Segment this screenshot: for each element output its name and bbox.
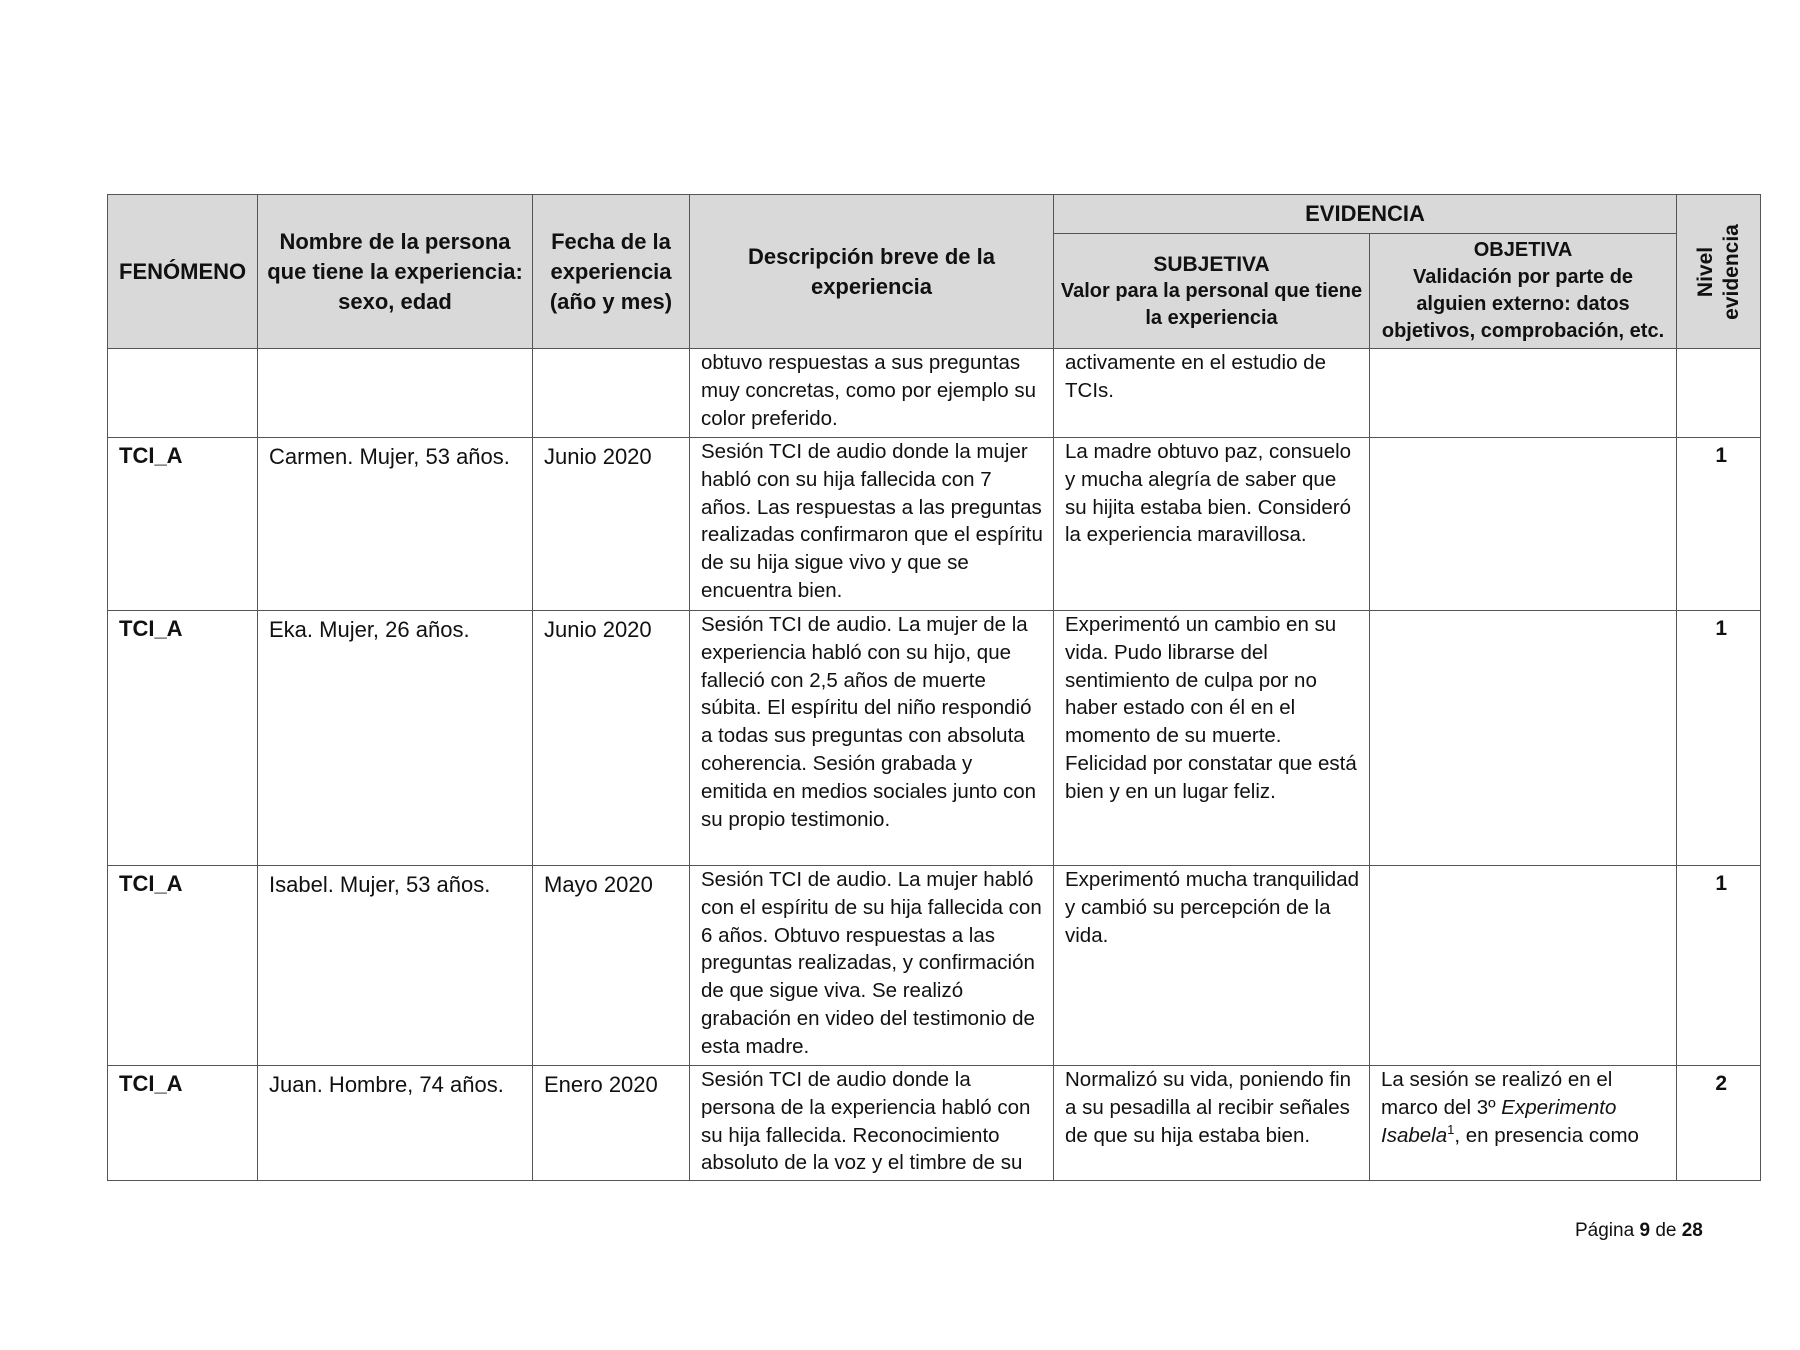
header-objetiva-desc: Validación por parte de alguien externo: datos objetivos, comprobación, etc. <box>1381 266 1665 342</box>
cell-fecha <box>533 349 690 438</box>
table-row <box>108 866 1761 1066</box>
cell-subjetiva: Experimentó un cambio en su vida. Pudo librarse del sentimiento de culpa por no haber estado con él en el momento de su muerte. Felicidad por constatar que está bien y en un lugar feliz. <box>1054 611 1370 866</box>
header-subjetiva <box>1054 234 1370 349</box>
page-sep: de <box>1655 1220 1677 1241</box>
header-fecha: Fecha de la experiencia (año y mes) <box>533 195 690 349</box>
table-row <box>108 1066 1761 1181</box>
cell-descripcion: Sesión TCI de audio. La mujer habló con el espíritu de su hija fallecida con 6 años. Obtuvo respuestas a las preguntas realizadas, y confirmación de que sigue viva. Se realizó grabación en video del testimonio de esta madre. <box>690 866 1054 1066</box>
cell-objetiva <box>1370 1066 1677 1181</box>
table-row <box>108 611 1761 866</box>
cell-subjetiva: La madre obtuvo paz, consuelo y mucha alegría de saber que su hijita estaba bien. Consideró la experiencia maravillosa. <box>1054 438 1370 611</box>
experiment-name: Experimento Isabela <box>1381 1095 1617 1147</box>
cell-fecha: Mayo 2020 <box>533 866 690 1066</box>
cell-descripcion: Sesión TCI de audio. La mujer de la experiencia habló con su hijo, que falleció con 2,5 años de muerte súbita. El espíritu del niño respondió a todas sus preguntas con absoluta coherencia. Sesión grabada y emitida en medios sociales junto con su propio testimonio. <box>690 611 1054 866</box>
cell-fenomeno: TCI_A <box>108 438 258 611</box>
header-subjetiva-title: SUBJETIVA <box>1153 252 1270 276</box>
header-objetiva <box>1370 234 1677 349</box>
cell-objetiva <box>1370 611 1677 866</box>
cell-fecha: Enero 2020 <box>533 1066 690 1181</box>
evidence-table <box>107 194 1761 1181</box>
cell-subjetiva: Experimentó mucha tranquilidad y cambió su percepción de la vida. <box>1054 866 1370 1066</box>
cell-fenomeno: TCI_A <box>108 1066 258 1181</box>
objetiva-text: La sesión se realizó en el marco del 3º <box>1381 1068 1613 1119</box>
cell-objetiva <box>1370 349 1677 438</box>
cell-subjetiva: activamente en el estudio de TCIs. <box>1054 349 1370 438</box>
table-row <box>108 438 1761 611</box>
cell-nombre: Juan. Hombre, 74 años. <box>258 1066 533 1181</box>
cell-nombre: Carmen. Mujer, 53 años. <box>258 438 533 611</box>
cell-fenomeno: TCI_A <box>108 866 258 1066</box>
cell-nombre: Eka. Mujer, 26 años. <box>258 611 533 866</box>
header-objetiva-title: OBJETIVA <box>1473 239 1573 261</box>
footnote-ref[interactable]: 1 <box>1447 1121 1455 1137</box>
cell-fenomeno: TCI_A <box>108 611 258 866</box>
cell-nivel <box>1677 349 1761 438</box>
cell-nivel: 2 <box>1677 1066 1761 1181</box>
cell-descripcion: Sesión TCI de audio donde la persona de la experiencia habló con su hija fallecida. Reconocimiento absoluto de la voz y el timbre de su <box>690 1066 1054 1181</box>
cell-descripcion: obtuvo respuestas a sus preguntas muy concretas, como por ejemplo su color preferido. <box>690 349 1054 438</box>
header-nombre: Nombre de la persona que tiene la experiencia: sexo, edad <box>258 195 533 349</box>
header-nivel <box>1677 195 1761 349</box>
cell-fecha: Junio 2020 <box>533 611 690 866</box>
cell-objetiva <box>1370 438 1677 611</box>
header-subjetiva-desc: Valor para la personal que tiene la experiencia <box>1060 279 1363 329</box>
cell-objetiva <box>1370 866 1677 1066</box>
page-number <box>1575 1220 1703 1242</box>
cell-nivel: 1 <box>1677 438 1761 611</box>
page-prefix: Página <box>1575 1220 1635 1241</box>
header-descripcion: Descripción breve de la experiencia <box>690 195 1054 349</box>
header-evidencia: EVIDENCIA <box>1054 195 1677 234</box>
cell-nombre <box>258 349 533 438</box>
header-nivel-line2: evidencia <box>1719 223 1743 320</box>
objetiva-text-cont: , en presencia como <box>1454 1123 1639 1147</box>
table-row <box>108 349 1761 438</box>
page-total: 28 <box>1681 1220 1703 1241</box>
cell-descripcion: Sesión TCI de audio donde la mujer habló con su hija fallecida con 7 años. Las respuestas a las preguntas realizadas confirmaron que el espíritu de su hija sigue vivo y que se encuentra bien. <box>690 438 1054 611</box>
cell-nivel: 1 <box>1677 611 1761 866</box>
page-current: 9 <box>1639 1220 1651 1241</box>
header-fenomeno: FENÓMENO <box>108 195 258 349</box>
cell-nivel: 1 <box>1677 866 1761 1066</box>
cell-nombre: Isabel. Mujer, 53 años. <box>258 866 533 1066</box>
cell-fecha: Junio 2020 <box>533 438 690 611</box>
cell-subjetiva: Normalizó su vida, poniendo fin a su pesadilla al recibir señales de que su hija estaba bien. <box>1054 1066 1370 1181</box>
header-nivel-line1: Nivel <box>1693 246 1717 297</box>
cell-fenomeno <box>108 349 258 438</box>
